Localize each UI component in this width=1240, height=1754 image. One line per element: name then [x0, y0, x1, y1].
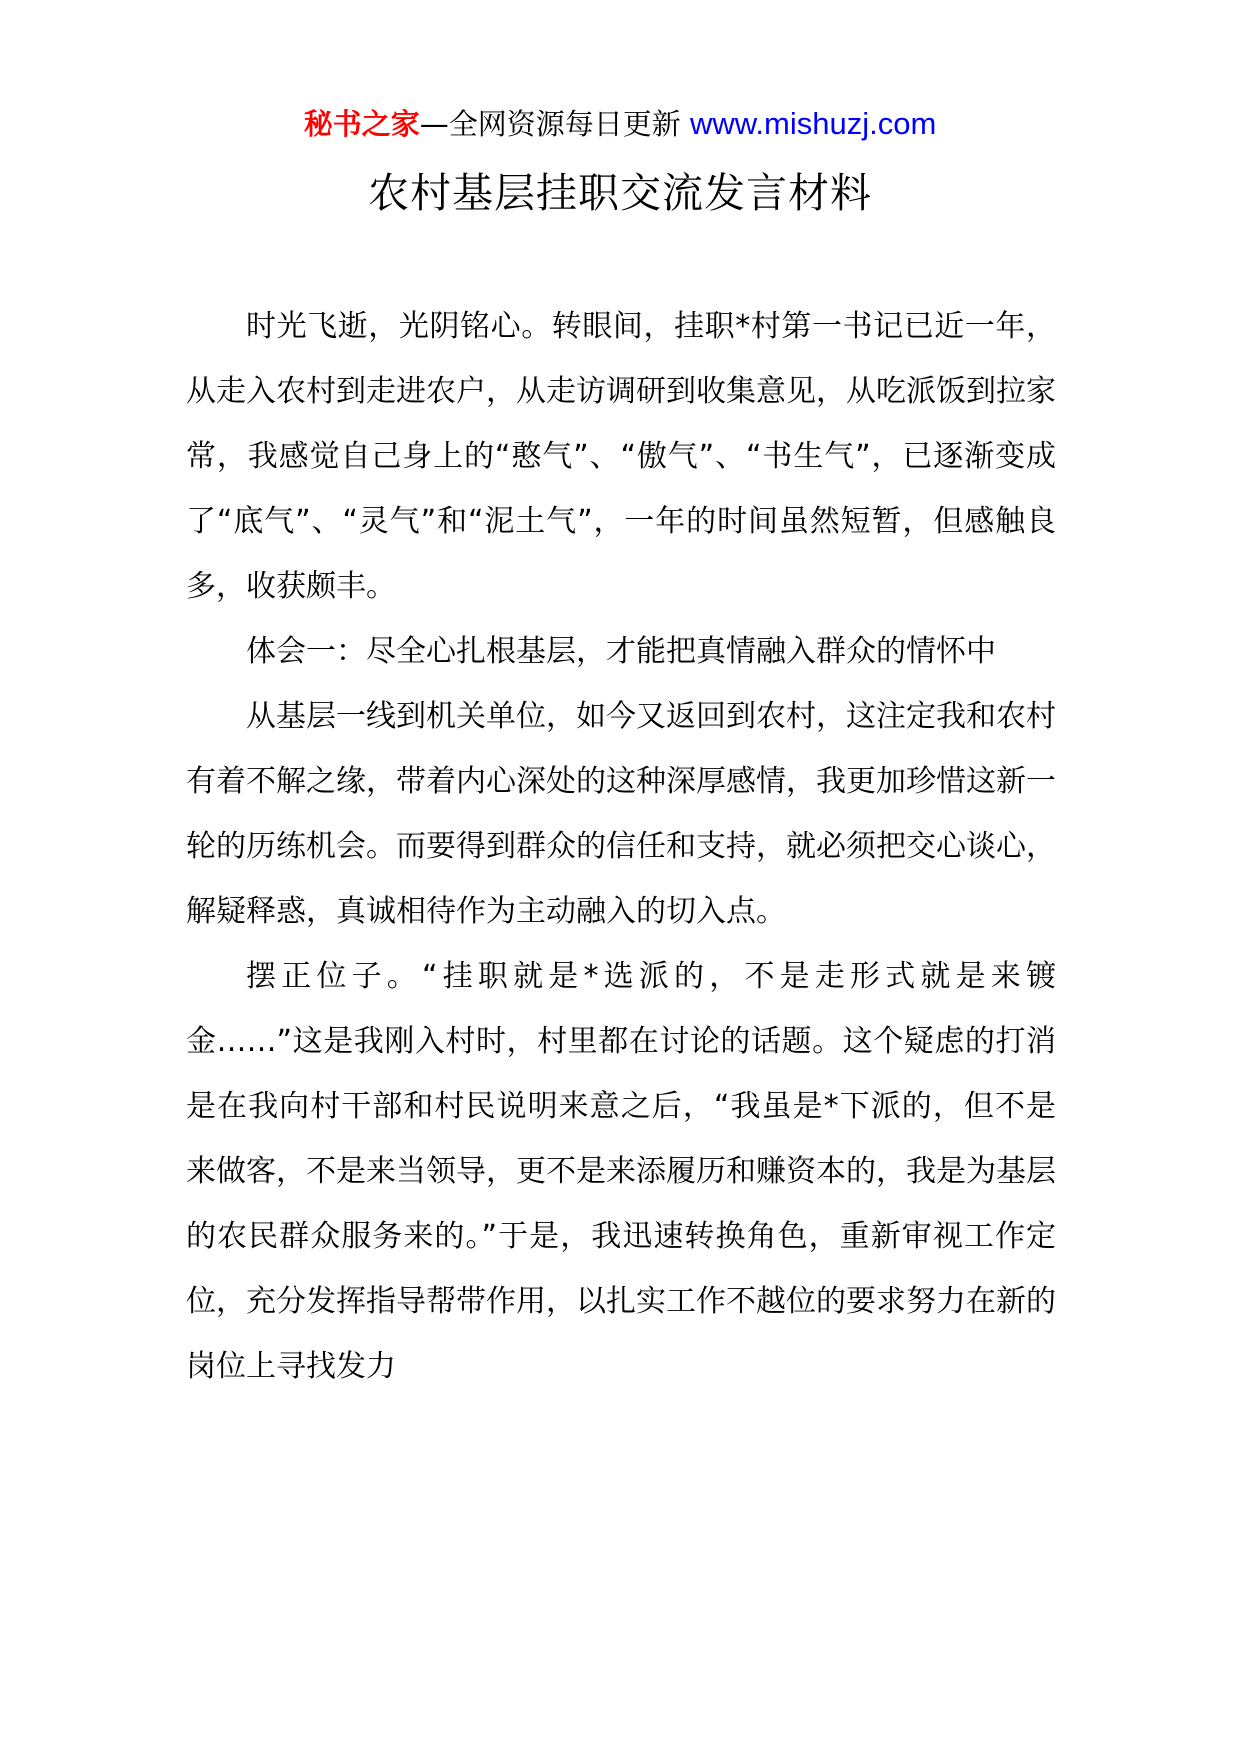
banner-url-link[interactable]: www.mishuzj.com [689, 106, 937, 141]
paragraph-heading-1: 体会一：尽全心扎根基层，才能把真情融入群众的情怀中 [246, 634, 996, 669]
banner-tagline: —全网资源每日更新 [419, 107, 690, 141]
paragraph-intro: 时光飞逝，光阴铭心。转眼间，挂职*村第一书记已近一年，从走入农村到走进农户，从走访调研到收集意见，从吃派饭到拉家常，我感觉自己身上的“憨气”、“傲气”、“书生气”，已逐渐变成了“底气”、“灵气”和“泥土气”，一年的时间虽然短暂，但感触良多，收获颇丰。 [186, 309, 1056, 604]
header-banner [0, 102, 1240, 146]
document-body [186, 294, 1056, 1399]
paragraph-body-1: 从基层一线到机关单位，如今又返回到农村，这注定我和农村有着不解之缘，带着内心深处的这种深厚感情，我更加珍惜这新一轮的历练机会。而要得到群众的信任和支持，就必须把交心谈心，解疑释惑，真诚相待作为主动融入的切入点。 [186, 699, 1056, 929]
document-title: 农村基层挂职交流发言材料 [368, 169, 872, 217]
banner-brand: 秘书之家 [303, 107, 420, 141]
paragraph-body-2: 摆正位子。“挂职就是*选派的，不是走形式就是来镀金……”这是我刚入村时，村里都在讨论的话题。这个疑虑的打消是在我向村干部和村民说明来意之后，“我虽是*下派的，但不是来做客，不是来当领导，更不是来添履历和赚资本的，我是为基层的农民群众服务来的。”于是，我迅速转换角色，重新审视工作定位，充分发挥指导帮带作用，以扎实工作不越位的要求努力在新的岗位上寻找发力 [186, 959, 1056, 1384]
